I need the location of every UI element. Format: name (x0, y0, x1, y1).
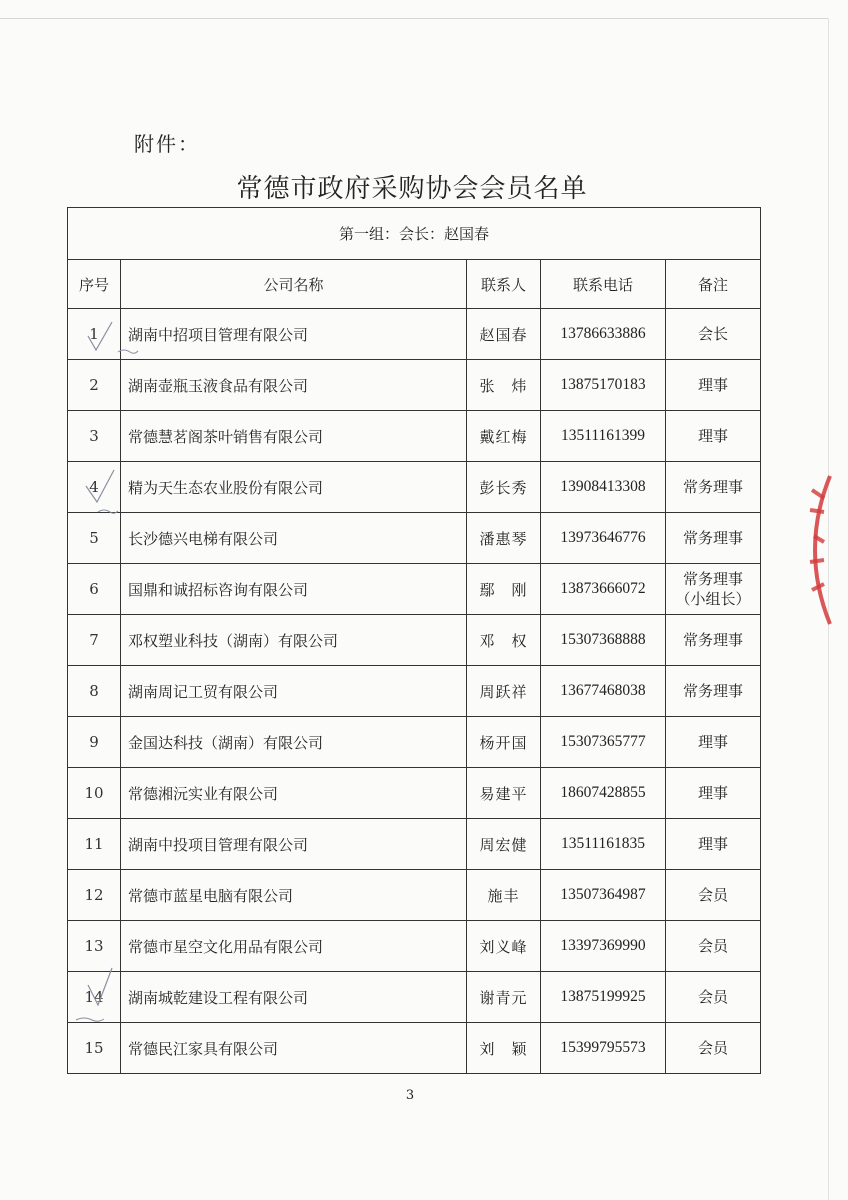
column-header-company: 公司名称 (121, 260, 467, 309)
remark-line: 常务理事 (682, 682, 743, 700)
row-number: 15 (68, 1023, 121, 1074)
phone-number: 13786633886 (541, 309, 666, 360)
row-number: 5 (68, 513, 121, 564)
table-row (68, 309, 761, 360)
contact-name: 谢青元 (467, 972, 541, 1023)
remark (666, 513, 761, 564)
phone-number: 13511161835 (541, 819, 666, 870)
row-number: 6 (68, 564, 121, 615)
remark (666, 819, 761, 870)
row-number: 13 (68, 921, 121, 972)
row-number: 7 (68, 615, 121, 666)
table-row (68, 717, 761, 768)
phone-number: 13511161399 (541, 411, 666, 462)
remark (666, 462, 761, 513)
phone-number: 13875170183 (541, 360, 666, 411)
phone-number: 15307365777 (541, 717, 666, 768)
remark-line: 会长 (697, 325, 728, 343)
table-row (68, 564, 761, 615)
attachment-label: 附件： (134, 132, 200, 156)
company-name: 湖南中招项目管理有限公司 (121, 309, 467, 360)
column-header-number: 序号 (68, 260, 121, 309)
company-name: 湖南中投项目管理有限公司 (121, 819, 467, 870)
remark (666, 768, 761, 819)
phone-number: 13677468038 (541, 666, 666, 717)
row-number: 1 (68, 309, 121, 360)
remark (666, 411, 761, 462)
row-number: 14 (68, 972, 121, 1023)
table-row (68, 1023, 761, 1074)
column-header-remark: 备注 (666, 260, 761, 309)
table-row (68, 666, 761, 717)
company-name: 长沙德兴电梯有限公司 (121, 513, 467, 564)
group-heading: 第一组：会长：赵国春 (68, 208, 761, 260)
phone-number: 13973646776 (541, 513, 666, 564)
contact-name: 邓 权 (467, 615, 541, 666)
phone-number: 13507364987 (541, 870, 666, 921)
phone-number: 18607428855 (541, 768, 666, 819)
company-name: 常德市星空文化用品有限公司 (121, 921, 467, 972)
red-seal-fragment (790, 470, 848, 630)
contact-name: 易建平 (467, 768, 541, 819)
phone-number: 13875199925 (541, 972, 666, 1023)
remark-line: 理事 (697, 376, 728, 394)
column-header-phone: 联系电话 (541, 260, 666, 309)
remark (666, 309, 761, 360)
remark-line: 常务理事 (682, 478, 743, 496)
table-row (68, 972, 761, 1023)
remark (666, 717, 761, 768)
row-number: 3 (68, 411, 121, 462)
contact-name: 潘惠琴 (467, 513, 541, 564)
contact-name: 刘 颖 (467, 1023, 541, 1074)
contact-name: 张 炜 (467, 360, 541, 411)
row-number: 11 (68, 819, 121, 870)
table-row (68, 462, 761, 513)
row-number: 10 (68, 768, 121, 819)
scan-edge-top (0, 18, 828, 19)
table-row (68, 615, 761, 666)
remark-line: 理事 (697, 835, 728, 853)
phone-number: 15399795573 (541, 1023, 666, 1074)
remark (666, 615, 761, 666)
contact-name: 彭长秀 (467, 462, 541, 513)
phone-number: 13873666072 (541, 564, 666, 615)
contact-name: 戴红梅 (467, 411, 541, 462)
remark-line: 会员 (697, 886, 728, 904)
remark (666, 666, 761, 717)
table-row (68, 870, 761, 921)
contact-name: 刘义峰 (467, 921, 541, 972)
company-name: 金国达科技（湖南）有限公司 (121, 717, 467, 768)
company-name: 常德市蓝星电脑有限公司 (121, 870, 467, 921)
table-row (68, 921, 761, 972)
contact-name: 施丰 (467, 870, 541, 921)
company-name: 常德民江家具有限公司 (121, 1023, 467, 1074)
row-number: 8 (68, 666, 121, 717)
remark (666, 360, 761, 411)
company-name: 国鼎和诚招标咨询有限公司 (121, 564, 467, 615)
company-name: 湖南壶瓶玉液食品有限公司 (121, 360, 467, 411)
company-name: 邓权塑业科技（湖南）有限公司 (121, 615, 467, 666)
remark-line: 会员 (697, 937, 728, 955)
phone-number: 13397369990 (541, 921, 666, 972)
table-row (68, 819, 761, 870)
group-heading-row (68, 208, 761, 260)
remark (666, 870, 761, 921)
remark (666, 564, 761, 615)
remark (666, 972, 761, 1023)
remark-line: 理事 (697, 427, 728, 445)
phone-number: 15307368888 (541, 615, 666, 666)
member-rows (68, 309, 761, 1074)
remark-line: 常务理事 (682, 529, 743, 547)
company-name: 精为天生态农业股份有限公司 (121, 462, 467, 513)
remark-line: 常务理事 (682, 570, 743, 588)
row-number: 12 (68, 870, 121, 921)
table-row (68, 360, 761, 411)
table-row (68, 768, 761, 819)
remark-line: 理事 (697, 784, 728, 802)
remark-line: 理事 (697, 733, 728, 751)
phone-number: 13908413308 (541, 462, 666, 513)
contact-name: 周宏健 (467, 819, 541, 870)
remark (666, 921, 761, 972)
column-header-contact: 联系人 (467, 260, 541, 309)
table-row (68, 411, 761, 462)
contact-name: 周跃祥 (467, 666, 541, 717)
remark-line: 会员 (697, 988, 728, 1006)
row-number: 4 (68, 462, 121, 513)
remark-line: 会员 (697, 1039, 728, 1057)
company-name: 湖南周记工贸有限公司 (121, 666, 467, 717)
contact-name: 鄢 刚 (467, 564, 541, 615)
contact-name: 赵国春 (467, 309, 541, 360)
remark-line: 常务理事 (682, 631, 743, 649)
page-number: 3 (405, 1088, 415, 1103)
member-table (67, 207, 761, 1074)
document-title: 常德市政府采购协会会员名单 (236, 174, 588, 204)
column-header-row (68, 260, 761, 309)
contact-name: 杨开国 (467, 717, 541, 768)
company-name: 常德湘沅实业有限公司 (121, 768, 467, 819)
company-name: 常德慧茗阁茶叶销售有限公司 (121, 411, 467, 462)
table-row (68, 513, 761, 564)
company-name: 湖南城乾建设工程有限公司 (121, 972, 467, 1023)
remark (666, 1023, 761, 1074)
remark-line-secondary: （小组长） (675, 590, 751, 608)
row-number: 9 (68, 717, 121, 768)
row-number: 2 (68, 360, 121, 411)
